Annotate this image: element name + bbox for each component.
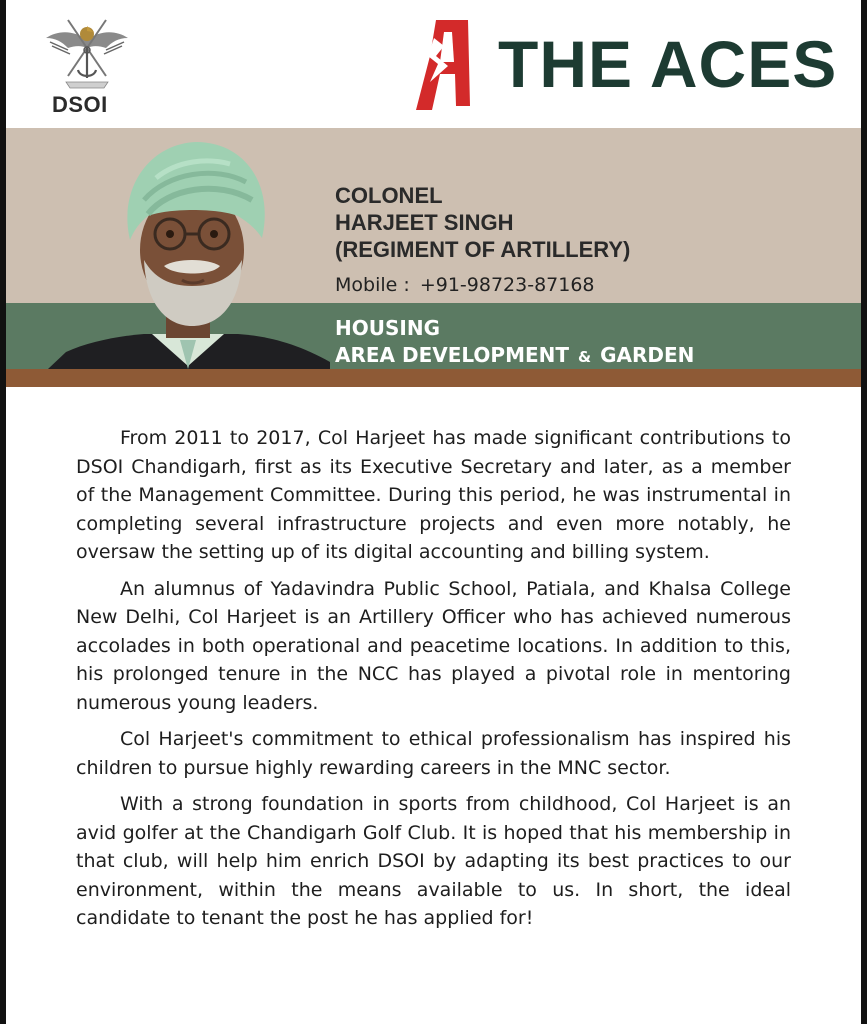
mobile-label: Mobile : [335,274,410,296]
biography-paragraph: An alumnus of Yadavindra Public School, Patiala, and Khalsa College New Delhi, Col Harjeet is an Artillery Officer who has achieved numerous accolades in both operational and peacetime locations. In addition to this, his prolonged tenure in the NCC has played a pivotal role in mentoring numerous young leaders. [76,577,791,714]
mobile-number[interactable]: +91-98723-87168 [419,274,595,296]
department-line-2 [335,342,855,371]
biography-paragraph: From 2011 to 2017, Col Harjeet has made significant contributions to DSOI Chandigarh, first as its Executive Secretary and later, as a member of the Management Committee. During this period, he was instrumental in completing several infrastructure projects and even more notably, he oversaw the setting up of its digital accounting and billing system. [76,427,791,563]
page-title: THE ACES [498,27,838,101]
profile-photo [48,130,330,369]
department-garden: GARDEN [600,343,695,367]
officer-name: HARJEET SINGH [335,210,514,235]
department-title [335,315,855,371]
biography-paragraph: With a strong foundation in sports from childhood, Col Harjeet is an avid golfer at the Chandigarh Golf Club. It is hoped that his membership in that club, will help him enrich DSOI by adapting its best practices to our environment, within the means available to us. In short, the ideal candidate to tenant the post he has applied for! [76,793,791,929]
dsoi-label: DSOI [52,92,108,117]
department-area: AREA DEVELOPMENT [335,343,570,367]
dsoi-emblem-icon [44,12,130,92]
biography-paragraph: Col Harjeet's commitment to ethical professionalism has inspired his children to pursue highly rewarding careers in the MNC sector. [76,728,791,779]
header [6,0,861,128]
department-ampersand: & [578,348,592,366]
divider-band [6,369,861,387]
poster-page [6,0,861,1024]
mobile-contact [335,274,595,296]
rank-label: COLONEL [335,183,443,208]
department-line-1: HOUSING [335,316,440,340]
biography-text [76,424,791,941]
officer-name-block [335,182,835,263]
aces-logo-icon [410,16,474,112]
regiment-label: (REGIMENT OF ARTILLERY) [335,237,631,262]
